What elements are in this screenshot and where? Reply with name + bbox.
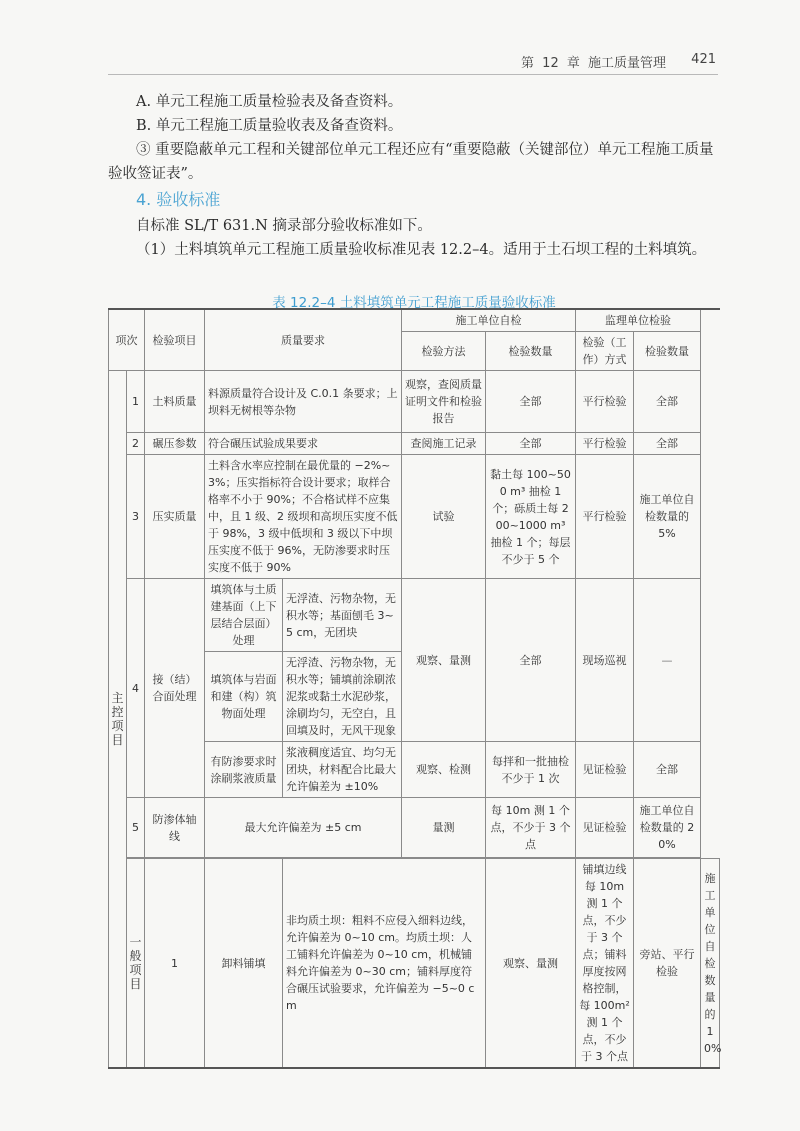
paragraph-1: （1）土料填筑单元工程施工质量验收标准见表 12.2–4。适用于土石坝工程的土料填筑。 — [136, 242, 707, 258]
header-check-item: 检验项目 — [145, 309, 205, 371]
header-quality-req: 质量要求 — [205, 309, 402, 371]
sub-item-req: 无浮渣、污物杂物，无积水等；基面刨毛 3~5 cm，无团块 — [283, 579, 402, 652]
table-row — [109, 579, 720, 652]
row-no: 1 — [145, 859, 205, 1069]
sub-item-name: 填筑体与岩面和建（构）筑物面处理 — [205, 652, 283, 742]
item-a: A. 单元工程施工质量检验表及备查资料。 — [136, 94, 403, 110]
row-method: 观察，查阅质量证明文件和检验报告 — [402, 371, 486, 433]
row-no: 3 — [127, 455, 145, 579]
general-category-cell — [127, 859, 145, 1069]
header-sup-quantity: 检验数量 — [634, 332, 701, 371]
section-heading: 4. 验收标准 — [136, 190, 221, 209]
main-category-cell — [109, 371, 127, 1069]
row-sup-method: 平行检验 — [576, 455, 634, 579]
row-item: 防渗体轴线 — [145, 798, 205, 858]
row-method: 观察、量测 — [486, 859, 576, 1069]
row-item: 接（结）合面处理 — [145, 579, 205, 798]
row-req: 料源质量符合设计及 C.0.1 条要求；上坝料无树根等杂物 — [205, 371, 402, 433]
general-category-label: 一般项目 — [129, 935, 142, 991]
sub-item-name: 有防渗要求时涂刷浆液质量 — [205, 742, 283, 798]
table-title: 表 12.2–4 土料填筑单元工程施工质量验收标准 — [272, 295, 556, 311]
row-method: 观察、检测 — [402, 742, 486, 798]
header-supervisor-group: 监理单位检验 — [576, 309, 701, 332]
header-item-no: 项次 — [109, 309, 145, 371]
row-method: 查阅施工记录 — [402, 433, 486, 455]
body-text — [108, 90, 720, 262]
table-row — [109, 798, 720, 858]
row-qty: 全部 — [486, 433, 576, 455]
row-sup-method: 平行检验 — [576, 433, 634, 455]
row-method: 试验 — [402, 455, 486, 579]
table-row — [109, 455, 720, 579]
row-sup-method: 见证检验 — [576, 742, 634, 798]
row-req: 土料含水率应控制在最优量的 −2%~3%；压实指标符合设计要求；取样合格率不小于 90%；不合格试样不应集中，且 1 级、2 级坝和高坝压实度不低于 98%，3 级中低坝和 3 级以下中坝压实度不低于 96%，无防渗要求时压实度不低于 90% — [205, 455, 402, 579]
row-req: 符合碾压试验成果要求 — [205, 433, 402, 455]
item-3: ③ 重要隐蔽单元工程和关键部位单元工程还应有“重要隐蔽（关键部位）单元工程施工质量验收签证表”。 — [108, 142, 714, 182]
row-req: 非均质土坝：粗料不应侵入细料边线，允许偏差为 0~10 cm。均质土坝：人工铺料允许偏差为 0~10 cm，机械铺料允许偏差为 0~30 cm；铺料厚度符合碾压试验要求，允许偏差为 −5~0 cm — [283, 859, 486, 1069]
table-header-row-1 — [109, 309, 720, 332]
table-row — [109, 859, 720, 1069]
row-no: 5 — [127, 798, 145, 858]
main-category-label: 主控项目 — [111, 691, 124, 747]
row-req: 最大允许偏差为 ±5 cm — [205, 798, 402, 858]
header-sup-method: 检验（工作）方式 — [576, 332, 634, 371]
row-sup-method: 平行检验 — [576, 371, 634, 433]
sub-item-req: 浆液稠度适宜、均匀无团块，材料配合比最大允许偏差为 ±10% — [283, 742, 402, 798]
sub-item-req: 无浮渣、污物杂物，无积水等；铺填前涂刷浓泥浆或黏土水泥砂浆，涂刷均匀，无空白，且回填及时，无风干现象 — [283, 652, 402, 742]
row-qty: 每 10m 测 1 个点，不少于 3 个点 — [486, 798, 576, 858]
row-item: 卸料铺填 — [205, 859, 283, 1069]
page-header — [108, 48, 718, 75]
row-no: 2 — [127, 433, 145, 455]
row-sup-qty: 全部 — [634, 433, 701, 455]
row-no: 1 — [127, 371, 145, 433]
row-item: 土料质量 — [145, 371, 205, 433]
row-qty: 铺填边线每 10m 测 1 个点，不少于 3 个点；铺料厚度按网格控制，每 100m² 测 1 个点，不少于 3 个点 — [576, 859, 634, 1069]
row-sup-qty: 施工单位自检数量的 5% — [634, 455, 701, 579]
row-qty: 全部 — [486, 371, 576, 433]
acceptance-standard-table — [108, 308, 720, 1069]
header-quantity: 检验数量 — [486, 332, 576, 371]
table-row — [109, 433, 720, 455]
intro-paragraph: 自标准 SL/T 631.N 摘录部分验收标准如下。 — [136, 218, 432, 234]
row-qty: 每拌和一批抽检不少于 1 次 — [486, 742, 576, 798]
row-no: 4 — [127, 579, 145, 798]
row-qty: 全部 — [486, 579, 576, 742]
item-b: B. 单元工程施工质量验收表及备查资料。 — [136, 118, 403, 134]
row-sup-method: 见证检验 — [576, 798, 634, 858]
row-method: 量测 — [402, 798, 486, 858]
row-sup-qty: 全部 — [634, 742, 701, 798]
row-sup-qty: — — [634, 579, 701, 742]
table-row — [109, 371, 720, 433]
row-sup-method: 旁站、平行检验 — [634, 859, 701, 1069]
row-qty: 黏土每 100~500 m³ 抽检 1 个；砾质土每 200~1000 m³ 抽检 1 个；每层不少于 5 个 — [486, 455, 576, 579]
row-sup-qty: 施工单位自检数量的 20% — [634, 798, 701, 858]
chapter-title: 第 12 章 施工质量管理 — [521, 56, 666, 71]
header-method: 检验方法 — [402, 332, 486, 371]
sub-item-name: 填筑体与土质建基面（上下层结合层面）处理 — [205, 579, 283, 652]
row-sup-method: 现场巡视 — [576, 579, 634, 742]
row-method: 观察、量测 — [402, 579, 486, 742]
row-sup-qty: 施工单位自检数量的 10% — [701, 859, 720, 1069]
page-number: 421 — [691, 52, 716, 67]
header-contractor-group: 施工单位自检 — [402, 309, 576, 332]
row-sup-qty: 全部 — [634, 371, 701, 433]
row-item: 碾压参数 — [145, 433, 205, 455]
row-item: 压实质量 — [145, 455, 205, 579]
